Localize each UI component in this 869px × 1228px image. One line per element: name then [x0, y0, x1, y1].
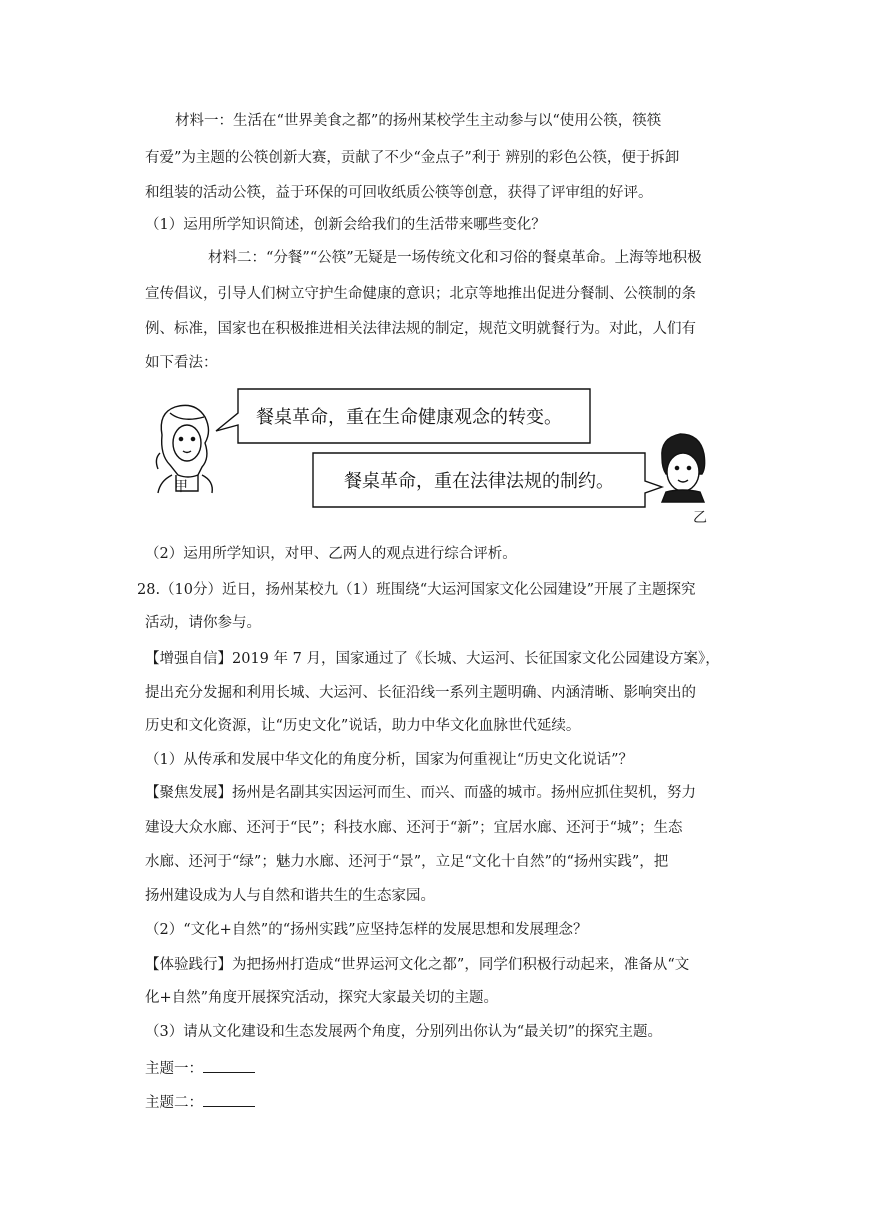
topic-1-row [145, 1058, 255, 1079]
topic-2-row [145, 1092, 255, 1113]
material1-line3: 和组装的活动公筷，益于环保的可回收纸质公筷等创意，获得了评审组的好评。 [145, 185, 653, 201]
section2-line1: 【聚焦发展】扬州是名副其实因运河而生、而兴、而盛的城市。扬州应抓住契机，努力 [145, 785, 696, 801]
topic-1-blank[interactable] [203, 1058, 255, 1073]
topic-2-blank[interactable] [203, 1092, 255, 1107]
opinion-cartoon [150, 383, 670, 528]
material1-line1: 材料一：生活在“世界美食之都”的扬州某校学生主动参与以“使用公筷，筷筷 [175, 113, 662, 129]
topic-1-label: 主题一： [145, 1061, 203, 1077]
section2-line2: 建设大众水廊、还河于“民”；科技水廊、还河于“新”；宜居水廊、还河于“城”；生态 [145, 820, 683, 836]
question-s2: （2）“文化+自然”的“扬州实践”应坚持怎样的发展思想和发展理念？ [145, 922, 588, 938]
question-s3: （3）请从文化建设和生态发展两个角度，分别列出你认为“最关切”的探究主题。 [145, 1024, 663, 1040]
material2-line4: 如下看法： [145, 355, 218, 371]
q28-line1: 28.（10分）近日，扬州某校九（1）班围绕“大运河国家文化公园建设”开展了主题探究 [137, 582, 696, 598]
topic-2-label: 主题二： [145, 1095, 203, 1111]
material2-line2: 宣传倡议，引导人们树立守护生命健康的意识；北京等地推出促进分餐制、公筷制的条 [145, 286, 696, 302]
section1-line3: 历史和文化资源，让“历史文化”说话，助力中华文化血脉世代延续。 [145, 718, 581, 734]
person-b-label: 乙 [693, 510, 707, 526]
section2-line4: 扬州建设成为人与自然和谐共生的生态家园。 [145, 888, 435, 904]
section2-line3: 水廊、还河于“绿”；魅力水廊、还河于“景”，立足“文化十自然”的“扬州实践”，把 [145, 854, 669, 870]
person-a-label: 甲 [174, 479, 188, 495]
material2-line1: 材料二：“分餐”“公筷”无疑是一场传统文化和习俗的餐桌革命。上海等地积极 [208, 250, 702, 266]
section3-line1: 【体验践行】为把扬州打造成“世界运河文化之都”，同学们积极行动起来，准备从“文 [145, 957, 690, 973]
section1-line1: 【增强自信】2019 年 7 月，国家通过了《长城、大运河、长征国家文化公园建设方案》， [145, 651, 720, 667]
bubble-a-text: 餐桌革命，重在生命健康观念的转变。 [256, 407, 562, 428]
section3-line2: 化+自然”角度开展探究活动，探究大家最关切的主题。 [145, 990, 499, 1006]
q28-line2: 活动，请你参与。 [145, 615, 261, 631]
question-2: （2）运用所学知识，对甲、乙两人的观点进行综合评析。 [145, 546, 517, 562]
bubble-b-text: 餐桌革命，重在法律法规的制约。 [344, 471, 614, 492]
question-s1: （1）从传承和发展中华文化的角度分析，国家为何重视让“历史文化说话”？ [145, 752, 634, 768]
material2-line3: 例、标准，国家也在积极推进相关法律法规的制定，规范文明就餐行为。对此，人们有 [145, 321, 696, 337]
material1-line2: 有爱”为主题的公筷创新大赛，贡献了不少“金点子”利于 辨别的彩色公筷，便于拆卸 [145, 150, 680, 166]
section1-line2: 提出充分发掘和利用长城、大运河、长征沿线一系列主题明确、内涵清晰、影响突出的 [145, 685, 696, 701]
question-1: （1）运用所学知识简述，创新会给我们的生活带来哪些变化？ [145, 217, 546, 233]
